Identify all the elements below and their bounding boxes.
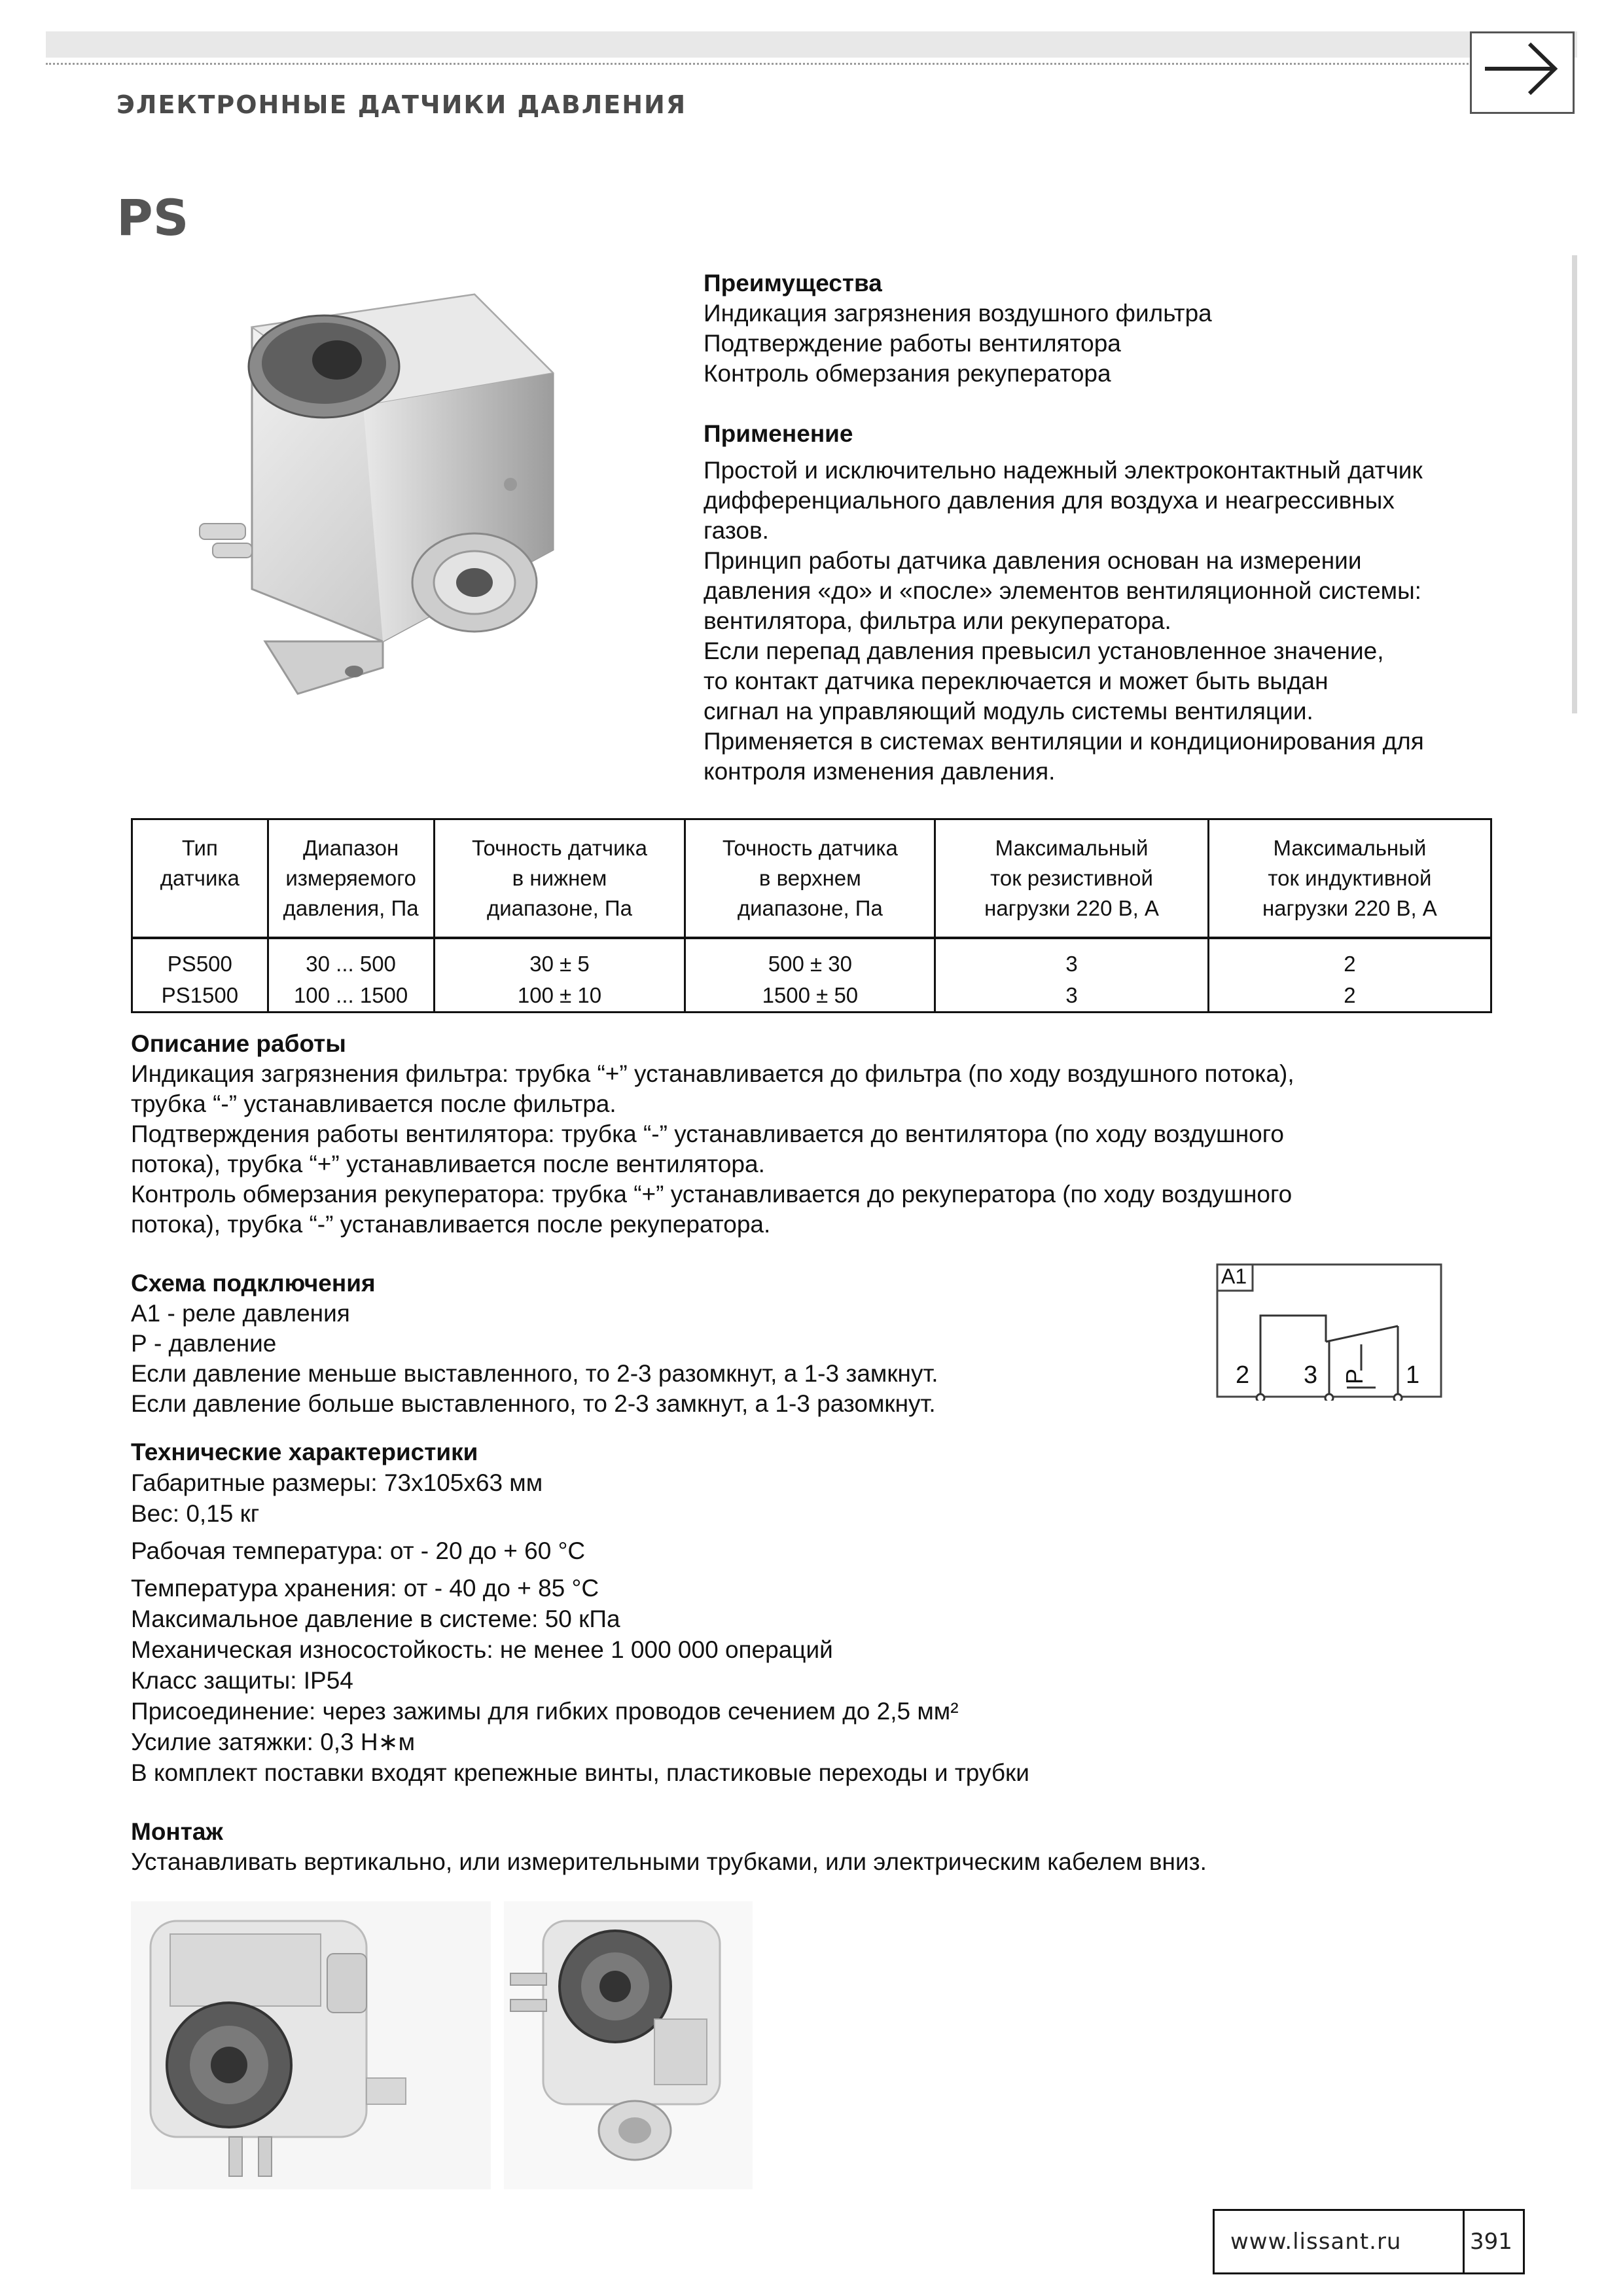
tech-line: Габаритные размеры: 73х105х63 мм bbox=[131, 1469, 543, 1496]
website-link[interactable]: www.lissant.ru bbox=[1230, 2229, 1402, 2255]
application-line: Простой и исключительно надежный электроконтактный датчик bbox=[704, 457, 1423, 484]
tech-line: Присоединение: через зажимы для гибких проводов сечением до 2,5 мм² bbox=[131, 1698, 959, 1725]
application-title: Применение bbox=[704, 420, 853, 447]
application-line: Применяется в системах вентиляции и кондиционирования для bbox=[704, 728, 1424, 755]
table-cell: 3 bbox=[935, 938, 1208, 980]
page-number: 391 bbox=[1470, 2229, 1512, 2255]
table-row bbox=[132, 938, 1491, 980]
wiring-section bbox=[131, 1268, 1178, 1419]
operation-line: Подтверждения работы вентилятора: трубка “-” устанавливается до вентилятора (по ходу воздушного bbox=[131, 1121, 1284, 1147]
column-header bbox=[1208, 819, 1491, 939]
operation-line: потока), трубка “+” устанавливается после вентилятора. bbox=[131, 1151, 765, 1177]
application-line: Принцип работы датчика давления основан на измерении bbox=[704, 547, 1362, 574]
table-cell: 3 bbox=[935, 980, 1208, 1013]
advantages-title: Преимущества bbox=[704, 270, 882, 296]
operation-line: Контроль обмерзания рекуператора: трубка “+” устанавливается до рекуператора (по ходу воздушного bbox=[131, 1181, 1293, 1208]
header-line: Максимальный bbox=[995, 836, 1149, 860]
column-header bbox=[685, 819, 935, 939]
table-cell: 100 ± 10 bbox=[434, 980, 685, 1013]
header-line: Тип bbox=[181, 836, 218, 860]
arrow-right-icon bbox=[1472, 33, 1573, 112]
advantage-item: Контроль обмерзания рекуператора bbox=[704, 360, 1111, 387]
operation-title: Описание работы bbox=[131, 1030, 346, 1057]
tech-line: Температура хранения: от - 40 до + 85 °С bbox=[131, 1575, 599, 1602]
dotted-rule bbox=[46, 63, 1472, 65]
tech-line: Класс защиты: IP54 bbox=[131, 1667, 353, 1694]
header-line: диапазоне, Па bbox=[737, 896, 883, 920]
application-line: то контакт датчика переключается и может быть выдан bbox=[704, 668, 1329, 694]
table-cell: 2 bbox=[1208, 938, 1491, 980]
terminal-label: 1 bbox=[1406, 1361, 1420, 1389]
spec-table bbox=[131, 818, 1492, 1013]
application-line: газов. bbox=[704, 517, 769, 544]
mounting-photo-2 bbox=[504, 1901, 753, 2189]
table-cell: 30 ± 5 bbox=[434, 938, 685, 980]
application-line: Если перепад давления превысил установленное значение, bbox=[704, 637, 1384, 664]
footer-divider bbox=[1463, 2209, 1465, 2274]
sensor-photo bbox=[167, 275, 586, 707]
header-line: Диапазон bbox=[302, 836, 399, 860]
advantages-section bbox=[704, 268, 1554, 389]
header-line: измеряемого bbox=[285, 866, 416, 890]
header-line: диапазоне, Па bbox=[486, 896, 632, 920]
table-header-row bbox=[132, 819, 1491, 939]
header-line: Точность датчика bbox=[471, 836, 648, 860]
next-page-button[interactable] bbox=[1470, 31, 1575, 114]
header-line: Точность датчика bbox=[722, 836, 898, 860]
header-line: в нижнем bbox=[512, 866, 607, 890]
column-header bbox=[268, 819, 434, 939]
application-line: сигнал на управляющий модуль системы вентиляции. bbox=[704, 698, 1313, 725]
header-line: ток резистивной bbox=[990, 866, 1153, 890]
header-line: давления, Па bbox=[283, 896, 419, 920]
wiring-title: Схема подключения bbox=[131, 1270, 376, 1297]
header-line: в верхнем bbox=[758, 866, 861, 890]
table-cell: 1500 ± 50 bbox=[685, 980, 935, 1013]
tech-line: Рабочая температура: от - 20 до + 60 °С bbox=[131, 1537, 586, 1564]
table-cell: 30 ... 500 bbox=[268, 938, 434, 980]
tech-section bbox=[131, 1437, 1440, 1788]
tech-line: Усилие затяжки: 0,3 Н∗м bbox=[131, 1729, 416, 1755]
column-header bbox=[935, 819, 1208, 939]
terminal-label-pressure: P bbox=[1341, 1368, 1368, 1385]
application-line: дифференциального давления для воздуха и неагрессивных bbox=[704, 487, 1395, 514]
tech-line: Механическая износостойкость: не менее 1 000 000 операций bbox=[131, 1636, 833, 1663]
mounting-photo-1 bbox=[131, 1901, 491, 2189]
application-line: вентилятора, фильтра или рекуператора. bbox=[704, 607, 1171, 634]
header-line: нагрузки 220 В, А bbox=[984, 896, 1159, 920]
header-line: нагрузки 220 В, А bbox=[1262, 896, 1437, 920]
operation-line: трубка “-” устанавливается после фильтра. bbox=[131, 1090, 616, 1117]
operation-section bbox=[131, 1029, 1505, 1240]
wiring-line: Р - давление bbox=[131, 1330, 277, 1357]
wiring-line: А1 - реле давления bbox=[131, 1300, 350, 1327]
header-line: ток индуктивной bbox=[1268, 866, 1432, 890]
operation-line: Индикация загрязнения фильтра: трубка “+” устанавливается до фильтра (по ходу воздушного потока), bbox=[131, 1060, 1294, 1087]
mounting-title: Монтаж bbox=[131, 1818, 223, 1845]
tech-title: Технические характеристики bbox=[131, 1439, 478, 1465]
column-header bbox=[434, 819, 685, 939]
section-title: ЭЛЕКТРОННЫЕ ДАТЧИКИ ДАВЛЕНИЯ bbox=[116, 90, 687, 119]
table-cell: 500 ± 30 bbox=[685, 938, 935, 980]
header-line: Максимальный bbox=[1273, 836, 1427, 860]
wiring-line: Если давление меньше выставленного, то 2-3 разомкнут, а 1-3 замкнут. bbox=[131, 1360, 938, 1387]
header-line: датчика bbox=[160, 866, 240, 890]
tech-line: Вес: 0,15 кг bbox=[131, 1500, 260, 1527]
table-cell: 2 bbox=[1208, 980, 1491, 1013]
application-line: давления «до» и «после» элементов вентиляционной системы: bbox=[704, 577, 1421, 604]
wiring-line: Если давление больше выставленного, то 2-3 замкнут, а 1-3 разомкнут. bbox=[131, 1390, 936, 1417]
table-cell: PS1500 bbox=[132, 980, 268, 1013]
advantage-item: Подтверждение работы вентилятора bbox=[704, 330, 1121, 357]
wiring-diagram bbox=[1216, 1263, 1445, 1401]
column-header bbox=[132, 819, 268, 939]
diagram-label-a1: A1 bbox=[1221, 1265, 1247, 1288]
mounting-section bbox=[131, 1817, 1505, 1877]
advantage-item: Индикация загрязнения воздушного фильтра bbox=[704, 300, 1212, 327]
side-scroll-marker bbox=[1572, 255, 1577, 713]
tech-line: Максимальное давление в системе: 50 кПа bbox=[131, 1605, 620, 1632]
model-title: PS bbox=[116, 188, 189, 247]
mounting-line: Устанавливать вертикально, или измерительными трубками, или электрическим кабелем вниз. bbox=[131, 1848, 1207, 1875]
application-line: контроля изменения давления. bbox=[704, 758, 1056, 785]
operation-line: потока), трубка “-” устанавливается после рекуператора. bbox=[131, 1211, 771, 1238]
table-cell: 100 ... 1500 bbox=[268, 980, 434, 1013]
tech-line: В комплект поставки входят крепежные винты, пластиковые переходы и трубки bbox=[131, 1759, 1029, 1786]
application-section bbox=[704, 419, 1554, 787]
terminal-label: 2 bbox=[1236, 1361, 1250, 1389]
table-row bbox=[132, 980, 1491, 1013]
terminal-label: 3 bbox=[1304, 1361, 1318, 1389]
header-bar bbox=[46, 31, 1577, 58]
table-cell: PS500 bbox=[132, 938, 268, 980]
